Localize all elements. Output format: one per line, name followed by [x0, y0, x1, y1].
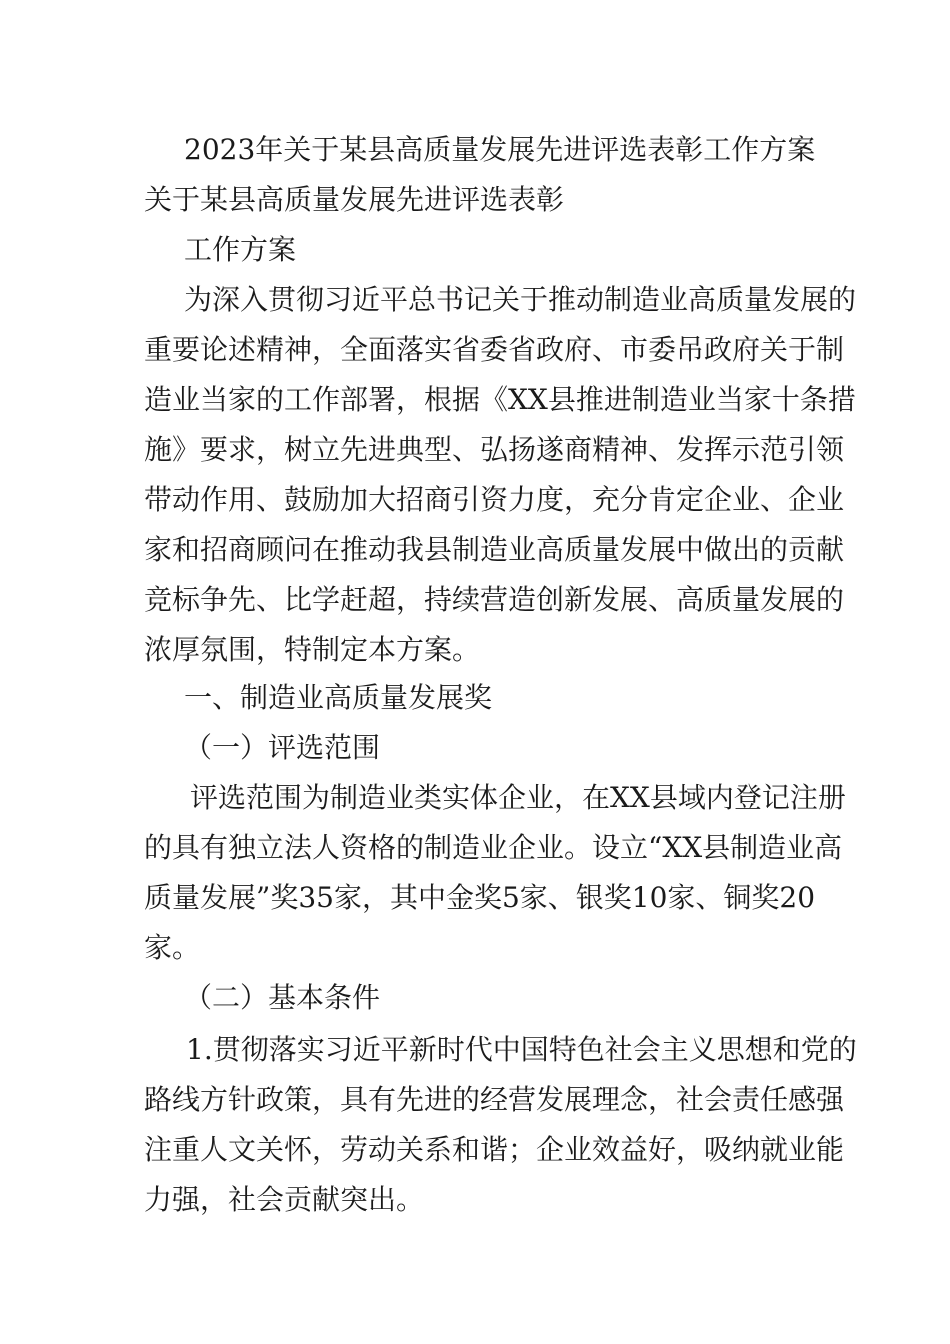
paragraph-line: 质量发展”奖35家，其中金奖5家、银奖10家、铜奖20 [144, 881, 816, 914]
subsection-heading: （一）评选范围 [184, 731, 381, 764]
paragraph-line: 竞标争先、比学赶超，持续营造创新发展、高质量发展的 [144, 583, 845, 616]
paragraph-line: 的具有独立法人资格的制造业企业。设立“XX县制造业高 [144, 831, 843, 864]
paragraph-line: 路线方针政策，具有先进的经营发展理念，社会责任感强 [144, 1083, 845, 1116]
section-heading: 一、制造业高质量发展奖 [184, 681, 493, 714]
paragraph-line: 重要论述精神，全面落实省委省政府、市委吊政府关于制 [144, 333, 845, 366]
document-title: 2023年关于某县高质量发展先进评选表彰工作方案 [184, 133, 816, 166]
paragraph-line: 1.贯彻落实习近平新时代中国特色社会主义思想和党的 [186, 1033, 857, 1066]
paragraph-line: 浓厚氛围，特制定本方案。 [144, 633, 481, 666]
subsection-heading: （二）基本条件 [184, 981, 381, 1014]
paragraph-line: 带动作用、鼓励加大招商引资力度，充分肯定企业、企业 [144, 483, 845, 516]
paragraph-line: 为深入贯彻习近平总书记关于推动制造业高质量发展的 [184, 283, 857, 316]
paragraph-line: 家和招商顾问在推动我县制造业高质量发展中做出的贡献 [144, 533, 845, 566]
paragraph-line: 施》要求，树立先进典型、弘扬遂商精神、发挥示范引领 [144, 433, 845, 466]
document-subtitle-line-2: 工作方案 [184, 233, 297, 266]
paragraph-line: 注重人文关怀，劳动关系和谐；企业效益好，吸纳就业能 [144, 1133, 845, 1166]
paragraph-line: 评选范围为制造业类实体企业，在XX县域内登记注册 [190, 781, 846, 814]
paragraph-line: 力强，社会贡献突出。 [144, 1183, 425, 1216]
paragraph-line: 造业当家的工作部署，根据《XX县推进制造业当家十条措 [144, 383, 856, 416]
paragraph-line: 家。 [144, 931, 201, 964]
document-subtitle-line-1: 关于某县高质量发展先进评选表彰 [144, 183, 565, 216]
